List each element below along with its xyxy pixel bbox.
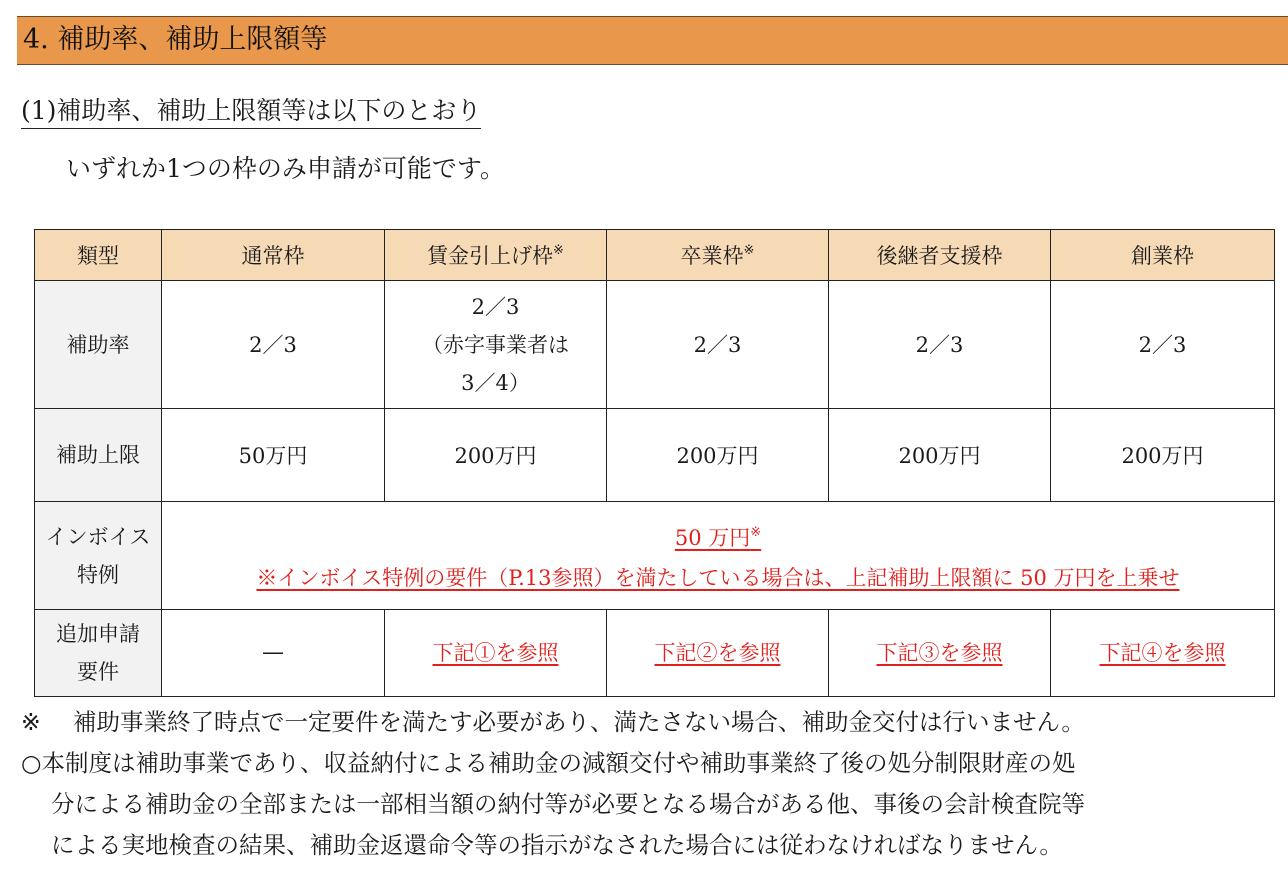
header-graduation-mark: ※ <box>743 243 755 258</box>
rate-successor: 2／3 <box>829 281 1051 409</box>
table-header-row <box>35 230 1275 281</box>
extra-graduation-cell <box>607 610 829 697</box>
extra-wage-cell <box>385 610 607 697</box>
invoice-amount-value: 50 万円 <box>674 526 751 550</box>
row-label-invoice <box>35 502 162 610</box>
header-graduation <box>607 230 829 281</box>
row-label-extra <box>35 610 162 697</box>
header-wage <box>385 230 607 281</box>
limit-regular: 50万円 <box>162 409 385 502</box>
extra-successor-cell <box>829 610 1051 697</box>
limit-wage: 200万円 <box>385 409 607 502</box>
notes <box>21 702 1288 866</box>
section-title-bar <box>17 16 1288 65</box>
rate-wage-line1: 2／3 <box>471 294 520 319</box>
rate-wage-line3: 3／4） <box>461 370 530 395</box>
limit-graduation: 200万円 <box>607 409 829 502</box>
limit-successor: 200万円 <box>829 409 1051 502</box>
note-2-line1: ○本制度は補助事業であり、収益納付による補助金の減額交付や補助事業終了後の処分制限財産の処 <box>21 749 1076 777</box>
extra-graduation-link[interactable]: 下記②を参照 <box>654 641 781 665</box>
header-regular: 通常枠 <box>162 230 385 281</box>
section-title: 4. 補助率、補助上限額等 <box>23 24 328 55</box>
extra-startup-cell <box>1051 610 1275 697</box>
invoice-amount <box>675 526 761 550</box>
extra-startup-link[interactable]: 下記④を参照 <box>1099 641 1226 665</box>
lead-text: いずれか1つの枠のみ申請が可能です。 <box>66 154 505 183</box>
table-row-rate <box>35 281 1275 409</box>
header-startup: 創業枠 <box>1051 230 1275 281</box>
rate-startup: 2／3 <box>1051 281 1275 409</box>
rate-regular: 2／3 <box>162 281 385 409</box>
invoice-cell <box>162 502 1275 610</box>
row-label-invoice-line2: 特例 <box>77 562 119 587</box>
note-2-line2: 分による補助金の全部または一部相当額の納付等が必要となる場合がある他、事後の会計検査院等 <box>51 790 1085 818</box>
header-successor: 後継者支援枠 <box>829 230 1051 281</box>
extra-successor-link[interactable]: 下記③を参照 <box>876 641 1003 665</box>
header-type: 類型 <box>35 230 162 281</box>
limit-startup: 200万円 <box>1051 409 1275 502</box>
row-label-limit: 補助上限 <box>35 409 162 502</box>
invoice-amount-mark: ※ <box>750 525 762 540</box>
table-row-limit <box>35 409 1275 502</box>
note-1-text: 補助事業終了時点で一定要件を満たす必要があり、満たさない場合、補助金交付は行いません。 <box>73 708 1085 736</box>
header-wage-label: 賃金引上げ枠 <box>427 244 554 268</box>
row-label-extra-line1: 追加申請 <box>56 622 140 646</box>
note-2-line3: による実地検査の結果、補助金返還命令等の指示がなされた場合には従わなければなりません。 <box>51 831 1063 859</box>
table-row-extra <box>35 610 1275 697</box>
note-1-mark: ※ <box>21 708 41 736</box>
row-label-extra-line2: 要件 <box>77 660 119 684</box>
subheading: (1)補助率、補助上限額等は以下のとおり <box>21 94 481 129</box>
row-label-rate: 補助率 <box>35 281 162 409</box>
table-row-invoice <box>35 502 1275 610</box>
header-wage-mark: ※ <box>553 243 564 258</box>
note-1 <box>21 702 1288 743</box>
rate-wage-line2: （赤字事業者は <box>422 332 569 357</box>
rate-wage <box>385 281 607 409</box>
row-label-invoice-line1: インボイス <box>45 524 151 549</box>
extra-wage-link[interactable]: 下記①を参照 <box>432 641 559 665</box>
rate-graduation: 2／3 <box>607 281 829 409</box>
invoice-note: ※インボイス特例の要件（P.13参照）を満たしている場合は、上記補助上限額に 50 万円を上乗せ <box>256 566 1180 590</box>
subsidy-table <box>34 229 1275 697</box>
header-graduation-label: 卒業枠 <box>680 244 744 268</box>
extra-regular: — <box>162 610 385 697</box>
